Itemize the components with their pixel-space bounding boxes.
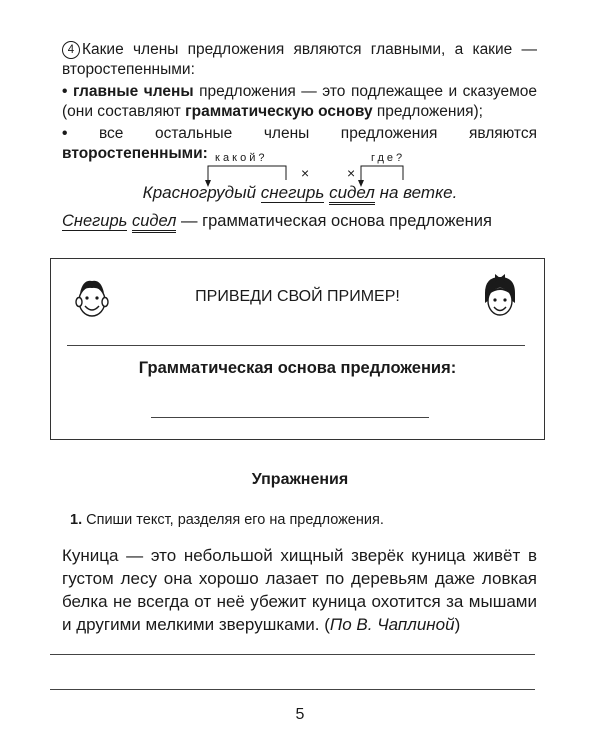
term-grammatical-base: грамматическую основу (185, 103, 373, 120)
answer-line[interactable] (67, 345, 525, 346)
box-title: ПРИВЕДИ СВОЙ ПРИМЕР! (195, 288, 400, 305)
subject-word: снегирь (260, 183, 325, 202)
question-kakoy: какой? (215, 152, 268, 164)
item-number-circle: 4 (62, 41, 80, 59)
term-main-members: главные члены (72, 83, 194, 100)
writing-line[interactable] (50, 654, 535, 655)
page-number: 5 (295, 706, 305, 723)
term-secondary-members: второстепенными: (62, 145, 208, 162)
exercise-source: По В. Чаплиной (329, 615, 455, 634)
answer-line[interactable] (151, 417, 429, 418)
base-predicate: сидел (132, 212, 176, 233)
predicate-word: сидел (329, 183, 375, 205)
base-subject: Снегирь (62, 212, 128, 230)
exercises-heading: Упражнения (251, 471, 349, 488)
question-arrows (0, 0, 600, 200)
writing-line[interactable] (50, 689, 535, 690)
rule-intro-text: Какие члены предложения являются главными, а какие — второстепенными: (62, 41, 537, 78)
rule-bullet-secondary: • все остальные члены предложения являются второстепенными: (62, 125, 538, 162)
question-gde: где? (371, 152, 406, 164)
exercise-text: Куница — это небольшой хищный зверёк куница живёт в густом лесу она хорошо лазает по деревьям даже ловкая белка не всегда от неё убежит куница охотится за мышами и другими мелкими зверушками. (По В. Чаплиной) (62, 546, 537, 634)
cross-mark: × (347, 165, 356, 181)
example-box (50, 258, 545, 440)
exercise-number: 1. (70, 512, 83, 528)
cross-mark: × (301, 165, 310, 181)
box-subtitle: Грамматическая основа предложения: (138, 359, 457, 377)
example-sentence: Красногрудый снегирь сидел на ветке. (0, 183, 600, 203)
grammatical-base-line: Снегирь сидел — грамматическая основа предложения (62, 212, 492, 231)
exercise-task: 1. Спиши текст, разделяя его на предложения. (70, 512, 384, 528)
rule-bullet-main: • главные члены предложения — это подлежащее и сказуемое (они составляют грамматическую основу предложения); (62, 83, 538, 120)
